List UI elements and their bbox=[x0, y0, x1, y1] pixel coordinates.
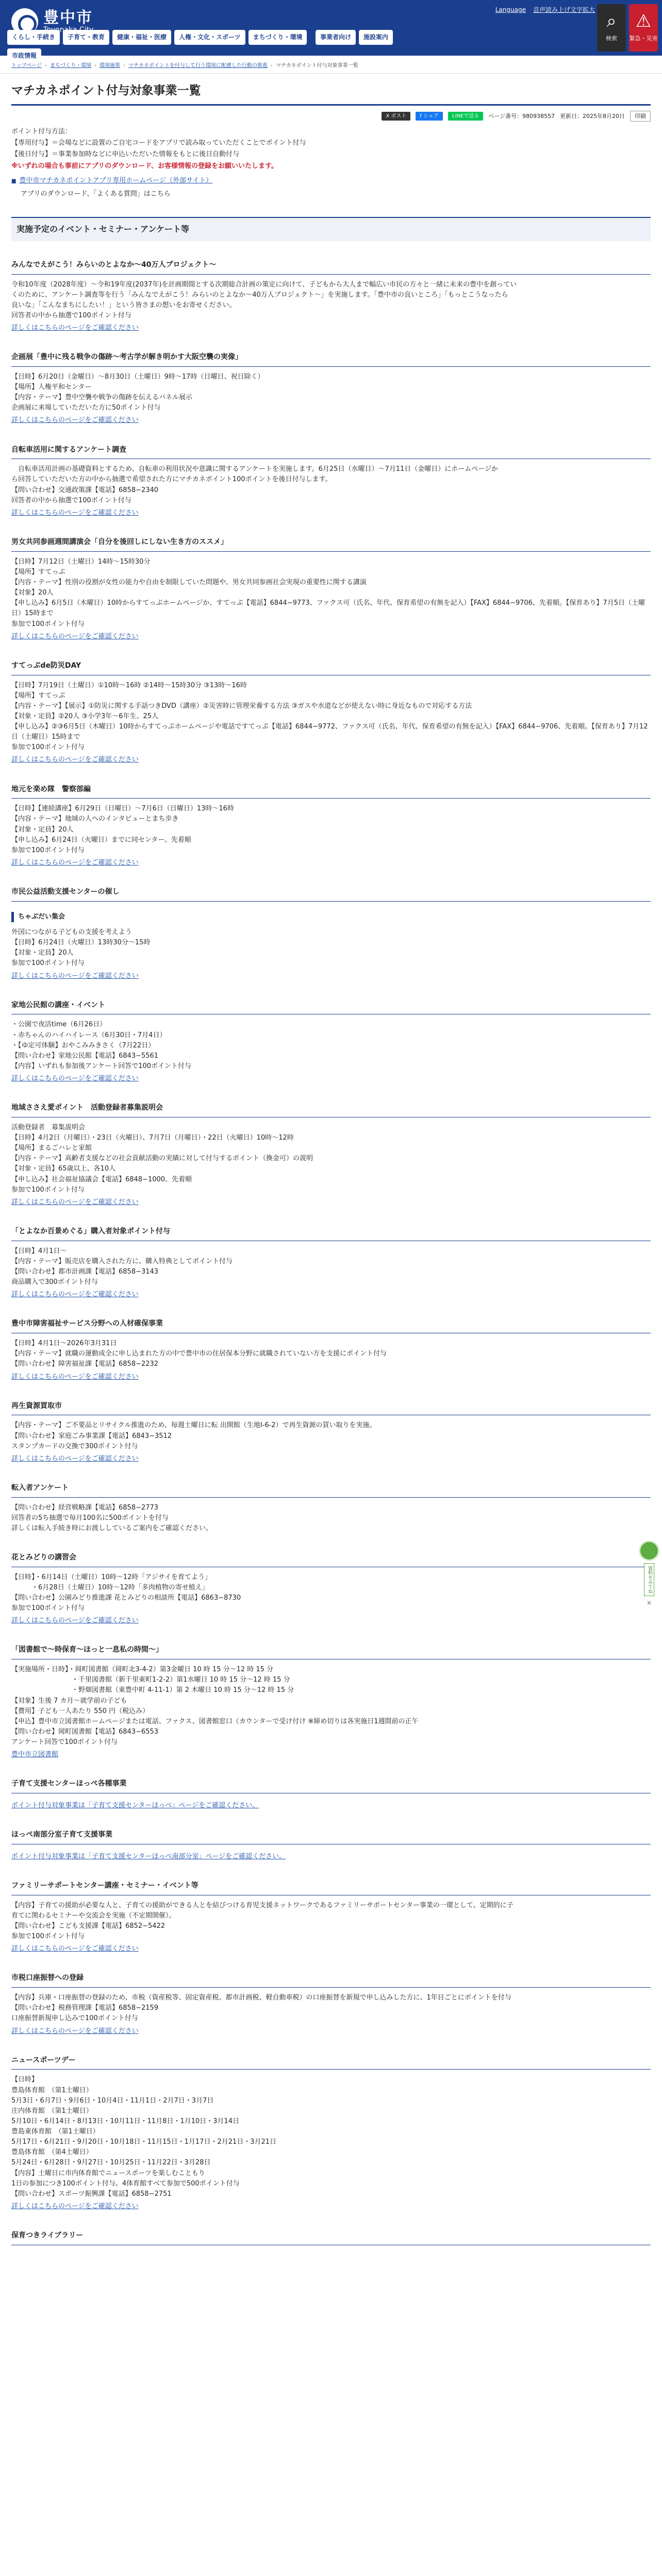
event-line: 【問い合わせ】公園みどり推進課 花とみどりの相談所【電話】6863−8730 bbox=[11, 1594, 241, 1602]
search-button[interactable]: ⌕ 検索 bbox=[597, 4, 626, 52]
nav-item[interactable]: 健康・福祉・医療 bbox=[112, 30, 171, 45]
event-title: 転入者アンケート bbox=[11, 1483, 651, 1498]
close-icon[interactable]: × bbox=[646, 1599, 652, 1606]
details-link[interactable]: 豊中市立図書館 bbox=[11, 1751, 59, 1759]
event-body bbox=[11, 804, 651, 868]
event-line: ・赤ちゃんのハイハイレース（6月30日・7月4日） bbox=[11, 1031, 167, 1039]
section-heading: 実施予定のイベント・セミナー・アンケート等 bbox=[11, 217, 651, 241]
event-line: 【日時】6月24日（火曜日）13時30分〜15時 bbox=[11, 939, 151, 947]
intro-line: 【後日付与】＝事業参加時などに申込いただいた情報をもとに後日自動付与 bbox=[11, 150, 240, 159]
details-link[interactable]: 詳しくはこちらのページをご確認ください bbox=[11, 2202, 139, 2211]
event-body bbox=[11, 1572, 651, 1626]
event-title: 保育つきライブラリー bbox=[11, 2230, 651, 2245]
event-body bbox=[11, 464, 651, 518]
event-line: 回答者の中から抽選で100ポイント付与 bbox=[11, 311, 131, 319]
event-line: 5月10日・6月14日・8月13日・10月11日・11月8日・1月10日・3月14日 bbox=[11, 2117, 239, 2125]
event-line: 参加で100ポイント付与 bbox=[11, 1604, 85, 1613]
event-line: 【日時】4月2日（月曜日）・23日（火曜日）、7月7日（月曜日）・22日（火曜日）10時〜12時 bbox=[11, 1134, 294, 1142]
event-line: 【問い合わせ】家地公民館【電話】6843−5561 bbox=[11, 1052, 159, 1060]
search-icon: ⌕ bbox=[606, 11, 617, 32]
event-line: 【問い合わせ】交通政策課【電話】6858−2340 bbox=[11, 486, 159, 494]
event-list bbox=[11, 260, 651, 868]
event-line: 【場所】すてっぷ bbox=[11, 568, 65, 576]
event-line: 【問い合わせ】税務管理課【電話】6858−2159 bbox=[11, 2004, 159, 2012]
print-button[interactable]: 印刷 bbox=[630, 111, 651, 122]
event-line: 【申し込み】6月24日（火曜日）までに同センター、先着順 bbox=[11, 836, 191, 844]
event-line: 良いな」「こんなまちにしたい！」という皆さまの想いをお寄せください。 bbox=[11, 301, 236, 309]
event-line: ・千里図書館（新千里東町1-2-2）第1水曜日 10 時 15 分〜12 時 15 分 bbox=[11, 1676, 290, 1684]
event-line: 参加で100ポイント付与 bbox=[11, 1933, 85, 1941]
event-body bbox=[11, 1503, 651, 1534]
event-line: 豊島東体育館 （第1土曜日） bbox=[11, 2128, 100, 2136]
event-title: 市民公益活動支援センターの催し bbox=[11, 887, 651, 902]
event-body bbox=[11, 1665, 651, 1760]
mascot-widget[interactable] bbox=[638, 1540, 660, 1613]
page-id: ページ番号：980938557 bbox=[488, 113, 555, 120]
facebook-share-button[interactable]: f シェア bbox=[416, 112, 443, 121]
nav-item[interactable]: まちづくり・環境 bbox=[249, 30, 307, 45]
event-line: 詳しくは転入手続き時にお渡ししているご案内をご確認ください。 bbox=[11, 1524, 213, 1532]
global-nav bbox=[7, 30, 311, 63]
event-line: 【日時】【連続講座】6月29日（日曜日）〜7月6日（日曜日）13時〜16時 bbox=[11, 805, 234, 813]
details-link[interactable]: 詳しくはこちらのページをご確認ください bbox=[11, 1198, 139, 1206]
event-body bbox=[11, 1420, 651, 1464]
event-line: 【内容・テーマ】【展示】①防災に関する手話つきDVD（講座）②災害時に管理栄養する方法 ③ガスや水道などが使えない時に身近なもので対応する方法 bbox=[11, 702, 472, 710]
mascot-icon bbox=[639, 1540, 659, 1561]
intro-warning: ※いずれの場合も事前にアプリのダウンロード、お客様情報の登録をお願いいたします。 bbox=[11, 162, 278, 170]
app-site-link[interactable]: ■ 豊中市マチカネポイントアプリ専用ホームページ（外部サイト） bbox=[11, 177, 212, 184]
event-line: 5月24日・6月28日・9月27日・10月25日・11月22日・3月28日 bbox=[11, 2159, 211, 2167]
event-title: 再生資源買取市 bbox=[11, 1401, 651, 1416]
event-line: 【問い合わせ】都市計画課【電話】6858−3143 bbox=[11, 1268, 159, 1276]
event-line: 豊島体育館 （第4土曜日） bbox=[11, 2148, 93, 2157]
event-line: 【対象】20人 bbox=[11, 589, 54, 597]
details-link[interactable]: 詳しくはこちらのページをご確認ください bbox=[11, 756, 139, 764]
event-line: くのために、アンケート調査等を行う「みんなでえがこう！みらいのとよなか〜40万人プロジェクト〜」を実施します。「豊中市の良いところ」「もっとこうなったら bbox=[11, 291, 508, 299]
mascot-label: 資料をみてね bbox=[644, 1563, 654, 1596]
x-share-button[interactable]: X ポスト bbox=[382, 112, 410, 121]
event-list bbox=[11, 1000, 651, 2245]
event-line: 回答者の中から抽選で100ポイント付与 bbox=[11, 496, 131, 504]
event-body bbox=[11, 681, 651, 766]
intro-line: ポイント付与方法： bbox=[11, 128, 72, 136]
event-line: 【内容・テーマ】性別の役割が女性の能力や自由を制限していた問題や、男女共同参画社会実現の重要性に関する講演 bbox=[11, 578, 367, 586]
event-title: 地域ささえ愛ポイント 活動登録者募集説明会 bbox=[11, 1103, 651, 1117]
event-line: 【内容】いずれも参加後アンケート回答で100ポイント付与 bbox=[11, 1062, 192, 1070]
event-line: 【内容】子育ての援助が必要な人と、子育ての援助ができる人とを結びつける育児支援ネットワークであるファミリーサポートセンター事業の一環として、定期的に子 bbox=[11, 1901, 514, 1909]
updated-date: 更新日：2025年8月20日 bbox=[560, 113, 625, 120]
event-title: 市税口座振替への登録 bbox=[11, 1973, 651, 1988]
event-line: 【日時】 bbox=[11, 2076, 39, 2084]
page-meta bbox=[11, 111, 651, 122]
event-line: 【申し込み】社会福祉協議会【電話】6848−1000、先着順 bbox=[11, 1175, 192, 1183]
event-body bbox=[11, 1901, 651, 1955]
event-line: 育てに関わるセミナーや交流会を実施（不定期開催）。 bbox=[11, 1911, 176, 1920]
event-line: 【対象・定員】20人 bbox=[11, 949, 74, 957]
event-line: 【費用】子ども一人あたり 550 円（税込み） bbox=[11, 1707, 150, 1715]
event-title: ほっぺ南部分室子育て支援事業 bbox=[11, 1829, 651, 1844]
event-line: 【対象・定員】20人 bbox=[11, 825, 74, 834]
event-line: 【実施場所・日時】・岡町図書館（岡町北3-4-2）第3金曜日 10 時 15 分〜12 時 15 分 bbox=[11, 1666, 274, 1674]
warning-icon: ⚠ bbox=[635, 11, 652, 32]
event-line: 企画展に来場していただいた方に50ポイント付与 bbox=[11, 404, 161, 412]
utility-links bbox=[495, 5, 595, 15]
event-line: 【場所】人権平和センター bbox=[11, 383, 92, 392]
event-body bbox=[11, 372, 651, 426]
event-line: 【対象・定員】②20人 ③小学3年〜6年生、25人 bbox=[11, 712, 159, 720]
event-line: 【日時】・6月14日（土曜日）10時〜12時「アジサイを育てよう」 bbox=[11, 1573, 211, 1581]
event-body bbox=[11, 280, 651, 334]
event-title: 企画展「豊中に残る戦争の傷跡〜考古学が解き明かす大阪空襲の実像」 bbox=[11, 352, 651, 367]
event-line: 【問い合わせ】スポーツ振興課【電話】6858−2751 bbox=[11, 2190, 172, 2198]
event-title: 地元を楽め隊 警察部編 bbox=[11, 784, 651, 799]
language-link[interactable]: Language bbox=[495, 6, 526, 13]
event-line: 【対象】生後 7 カ月〜就学前の子ども bbox=[11, 1697, 127, 1705]
event-line: 【申し込み】6月5日（木曜日）10時からすてっぷホームページか、すてっぷ【電話】6844−9773、ファクス可（氏名、年代、保育希望の有無を記入）【FAX】6844−9706、先着順。【保育あり】7月5日（土曜日）15時まで bbox=[11, 599, 645, 618]
event-line: 【日時】7月12日（土曜日）14時〜15時30分 bbox=[11, 557, 151, 566]
details-link[interactable]: 詳しくはこちらのページをご確認ください bbox=[11, 859, 139, 867]
event-line: 回答者の5ち抽選で毎月100名に500ポイントを付与 bbox=[11, 1514, 169, 1522]
event-line: 5月3日・6月7日・9月6日・10月4日・11月1日・2月7日・3月7日 bbox=[11, 2096, 214, 2105]
details-link[interactable]: 詳しくはこちらのページをご確認ください bbox=[11, 1291, 139, 1299]
event-title: 家地公民館の講座・イベント bbox=[11, 1000, 651, 1015]
event-line: スタンプカードの交換で300ポイント付与 bbox=[11, 1442, 138, 1450]
event-line: 参加で100ポイント付与 bbox=[11, 1185, 85, 1194]
event-title: ニュースポーツデー bbox=[11, 2055, 651, 2070]
line-share-button[interactable]: LINEで送る bbox=[448, 112, 483, 121]
breadcrumb-link[interactable]: まちづくり・環境 bbox=[50, 63, 92, 69]
event-line: 【問い合わせ】経営戦略課【電話】6858−2773 bbox=[11, 1503, 159, 1512]
event-line: 外国につながる子どもの支援を考えよう bbox=[11, 928, 132, 936]
event-line: 口座振替新規申し込みで100ポイント付与 bbox=[11, 2014, 138, 2023]
event-line: 【問い合わせ】こども支援課【電話】6852−5422 bbox=[11, 1922, 166, 1930]
app-note: アプリのダウンロード、「よくある質問」はこちら bbox=[21, 190, 171, 198]
details-link[interactable]: ポイント付与対象事業は「子育て支援センターほっぺ南部分室」ページをご確認ください。 bbox=[11, 1852, 286, 1860]
event-title: 自転車活用に関するアンケート調査 bbox=[11, 445, 651, 460]
nav-item[interactable]: 事業者向け bbox=[316, 30, 356, 45]
breadcrumb-link[interactable]: マチカネポイントを付与して行う環境に配慮した行動の推進 bbox=[128, 63, 268, 69]
event-line: 【対象・定員】65歳以上、各10人 bbox=[11, 1165, 116, 1173]
details-link[interactable]: 詳しくはこちらのページをご確認ください bbox=[11, 972, 139, 980]
event-line: 【日時】4月1日〜 bbox=[11, 1247, 67, 1255]
details-link[interactable]: 詳しくはこちらのページをご確認ください bbox=[11, 416, 139, 425]
event-line: 【内容・テーマ】地域の人へのインタビューとまち歩き bbox=[11, 815, 179, 823]
event-line: ・野畑図書館（東豊中町 4-11-1）第 2 木曜日 10 時 15 分〜12 時 15 分 bbox=[11, 1686, 294, 1694]
details-link[interactable]: 詳しくはこちらのページをご確認ください bbox=[11, 632, 139, 640]
event-subtitle: ちゃぶだい集会 bbox=[11, 912, 651, 922]
event-line: 活動登録者 募集説明会 bbox=[11, 1123, 86, 1131]
event-line: 【申し込み】②③6月5日（木曜日）10時からすてっぷホームページや電話ですてっぷ【電話】6844−9772、ファクス可（氏名、年代、保育希望の有無を記入）【FAX】6844−9706、先着順。【保育あり】7月12日（土曜日）15時まで bbox=[11, 723, 648, 741]
event-title: すてっぷde防災DAY bbox=[11, 660, 651, 675]
event-line: 【申込】豊中市立図書館ホームページまたは電話、ファクス、図書館窓口（カウンターで受け付け ※締め切りは各実施日1週間前の正午 bbox=[11, 1717, 419, 1725]
logo-name: 豊中市 bbox=[43, 8, 93, 27]
event-line: 【内容・テーマ】販売店を購入された方に、購入特典としてポイント付与 bbox=[11, 1257, 233, 1265]
breadcrumb-link[interactable]: トップページ bbox=[11, 63, 42, 69]
event-body bbox=[11, 557, 651, 642]
logo-name-en: Toyonaka bbox=[43, 25, 77, 34]
details-link[interactable]: 詳しくはこちらのページをご確認ください bbox=[11, 1372, 139, 1381]
event-line: 参加で100ポイント付与 bbox=[11, 959, 85, 968]
event-line: 【場所】まるごハレと家館 bbox=[11, 1144, 92, 1153]
event-line: 1日の参加につき100ポイント付与。4体育館すべて参加で500ポイント付与 bbox=[11, 2179, 240, 2188]
global-nav-secondary bbox=[316, 30, 393, 45]
nav-item[interactable]: くらし・手続き bbox=[7, 30, 60, 45]
event-body bbox=[11, 1799, 651, 1811]
event-line: ・6月28日（土曜日）10時〜12時「多肉植物の寄せ植え」 bbox=[11, 1583, 209, 1591]
event-line: 豊島体育館 （第1土曜日） bbox=[11, 2086, 93, 2094]
event-body bbox=[11, 1850, 651, 1862]
event-line: 【場所】すてっぷ bbox=[11, 691, 65, 700]
event-line: 自転車活用計画の基礎資料とするため、自転車の利用状況や意識に関するアンケートを実施します。6月25日（水曜日）〜7月11日（金曜日）にホームページか bbox=[11, 465, 499, 473]
event-line: 【内容・テーマ】就職の運動成全に申し込まれた方の中で豊中市の住居保本分野に就職されていない方を支援にポイント付与 bbox=[11, 1350, 387, 1358]
event-line: 参加で100ポイント付与 bbox=[11, 743, 85, 752]
event-line: ・【ゆ定可体験】おやこみみきさく（7月22日） bbox=[11, 1041, 155, 1049]
nav-item[interactable]: 施設案内 bbox=[359, 30, 393, 45]
event-title: 男女共同参画週間講演会「自分を後回しにしない生き方のススメ」 bbox=[11, 537, 651, 552]
main-content bbox=[0, 74, 662, 2259]
event-line: 【問い合わせ】障害福祉課【電話】6858−2232 bbox=[11, 1360, 159, 1368]
event-line: 【内容】兵庫・口座振替の登録のため、市税（資産税等、固定資産税、都市計画税、軽自動車税）の口座振替を新規で申し込みした方に、1年目ごとにポイントを付与 bbox=[11, 1994, 511, 2002]
event-line: 参加で100ポイント付与 bbox=[11, 846, 85, 854]
event-line: 参加で100ポイント付与 bbox=[11, 620, 85, 628]
breadcrumb-current: マチカネポイント付与対象事業一覧 bbox=[275, 63, 358, 69]
event-line: 令和10年度（2028年度）〜令和19年度(2037年)を計画期間とする次期総合計画の策定に向けて、子どもから大人まで幅広い市民の方々と一緒に未来の豊中を創ってい bbox=[11, 280, 517, 289]
event-body bbox=[11, 1338, 651, 1382]
event-body bbox=[11, 1993, 651, 2037]
page-title: マチカネポイント付与対象事業一覧 bbox=[11, 82, 651, 106]
event-line: 【内容・テーマ】ご不要品とリサイクル推進のため、毎週土曜日に転 出開館（生地Ⅰ-6-2）で再生資源の買い取りを実施。 bbox=[11, 1421, 376, 1430]
details-link[interactable]: 詳しくはこちらのページをご確認ください bbox=[11, 509, 139, 517]
details-link[interactable]: 詳しくはこちらのページをご確認ください bbox=[11, 1617, 139, 1625]
event-line: アンケート回答で100ポイント付与 bbox=[11, 1738, 118, 1747]
event-line: 【日時】4月1日〜2026年3月31日 bbox=[11, 1340, 117, 1348]
details-link[interactable]: 詳しくはこちらのページをご確認ください bbox=[11, 1454, 139, 1463]
event-line: 【内容】土曜日に市内体育館でニュースポーツを楽しむこともり bbox=[11, 2169, 205, 2177]
event-line: ら回答していただいた方の中から抽選で希望された方にマチカネポイント100ポイントを後日付与します。 bbox=[11, 476, 332, 484]
nav-item[interactable]: 市政情報 bbox=[7, 48, 41, 63]
details-link[interactable]: 詳しくはこちらのページをご確認ください bbox=[11, 1075, 139, 1083]
intro-line: 【専用付与】＝会場などに設置のご自宅コードをアプリで読み取っていただくことでポイント付与 bbox=[11, 139, 306, 147]
event-title: みんなでえがこう！みらいのとよなか〜40万人プロジェクト〜 bbox=[11, 260, 651, 275]
event-title: 子育て支援センターほっぺ各種事業 bbox=[11, 1778, 651, 1793]
event-body bbox=[11, 1246, 651, 1300]
breadcrumb-link[interactable]: 環境施策 bbox=[100, 63, 121, 69]
event-line: 【問い合わせ】岡町図書館【電話】6843−6553 bbox=[11, 1727, 159, 1736]
event-title: 「図書館で〜時保育〜ほっと一息私の時間〜」 bbox=[11, 1645, 651, 1659]
event-line: 【内容・テーマ】豊中空襲や戦争の傷跡を伝えるパネル展示 bbox=[11, 394, 193, 402]
event-body bbox=[11, 1020, 651, 1084]
event-body bbox=[11, 927, 651, 981]
event-line: 【日時】6月20日（金曜日）〜8月30日（土曜日）9時〜17時（日曜日、祝日除く） bbox=[11, 372, 264, 381]
nav-item[interactable]: 人権・文化・スポーツ bbox=[174, 30, 245, 45]
event-line: 商品購入で300ポイント付与 bbox=[11, 1278, 98, 1286]
intro bbox=[11, 127, 651, 199]
event-body bbox=[11, 2075, 651, 2212]
event-line: 【日時】7月19日（土曜日）①10時〜16時 ②14時〜15時30分 ③13時〜16時 bbox=[11, 681, 247, 689]
event-title: 「とよなか百景めぐる」購入者対象ポイント付与 bbox=[11, 1226, 651, 1241]
event-body bbox=[11, 1123, 651, 1208]
event-title: 豊中市障害福祉サービス分野への人材確保事業 bbox=[11, 1318, 651, 1333]
accessibility-link[interactable]: 音声読み上げ文字拡大 bbox=[533, 6, 595, 13]
event-title: ファミリーサポートセンター講座・セミナー・イベント等 bbox=[11, 1880, 651, 1895]
nav-item[interactable]: 子育て・教育 bbox=[63, 30, 109, 45]
site-header bbox=[0, 0, 662, 59]
details-link[interactable]: ポイント付与対象事業は「子育て支援センターほっぺ」ページをご確認ください。 bbox=[11, 1802, 259, 1810]
emergency-button[interactable]: ⚠ 緊急・災害 bbox=[629, 4, 658, 52]
event-line: 5月17日・6月21日・9月20日・10月18日・11月15日・1月17日・2月21日・3月21日 bbox=[11, 2138, 277, 2146]
details-link[interactable]: 詳しくはこちらのページをご確認ください bbox=[11, 2027, 139, 2035]
event-line: 庄内体育館 （第1土曜日） bbox=[11, 2107, 93, 2115]
details-link[interactable]: 詳しくはこちらのページをご確認ください bbox=[11, 1945, 139, 1953]
event-line: 【問い合わせ】家庭ごみ事業課【電話】6843−3512 bbox=[11, 1432, 172, 1440]
event-line: ・公園で夜活time（6月26日） bbox=[11, 1021, 107, 1029]
details-link[interactable]: 詳しくはこちらのページをご確認ください bbox=[11, 324, 139, 332]
event-line: 【内容・テーマ】高齢者支援などの社会貢献活動の実績に対して付与するポイント（換金可）の説明 bbox=[11, 1155, 313, 1163]
event-title: 花とみどりの講習会 bbox=[11, 1552, 651, 1567]
